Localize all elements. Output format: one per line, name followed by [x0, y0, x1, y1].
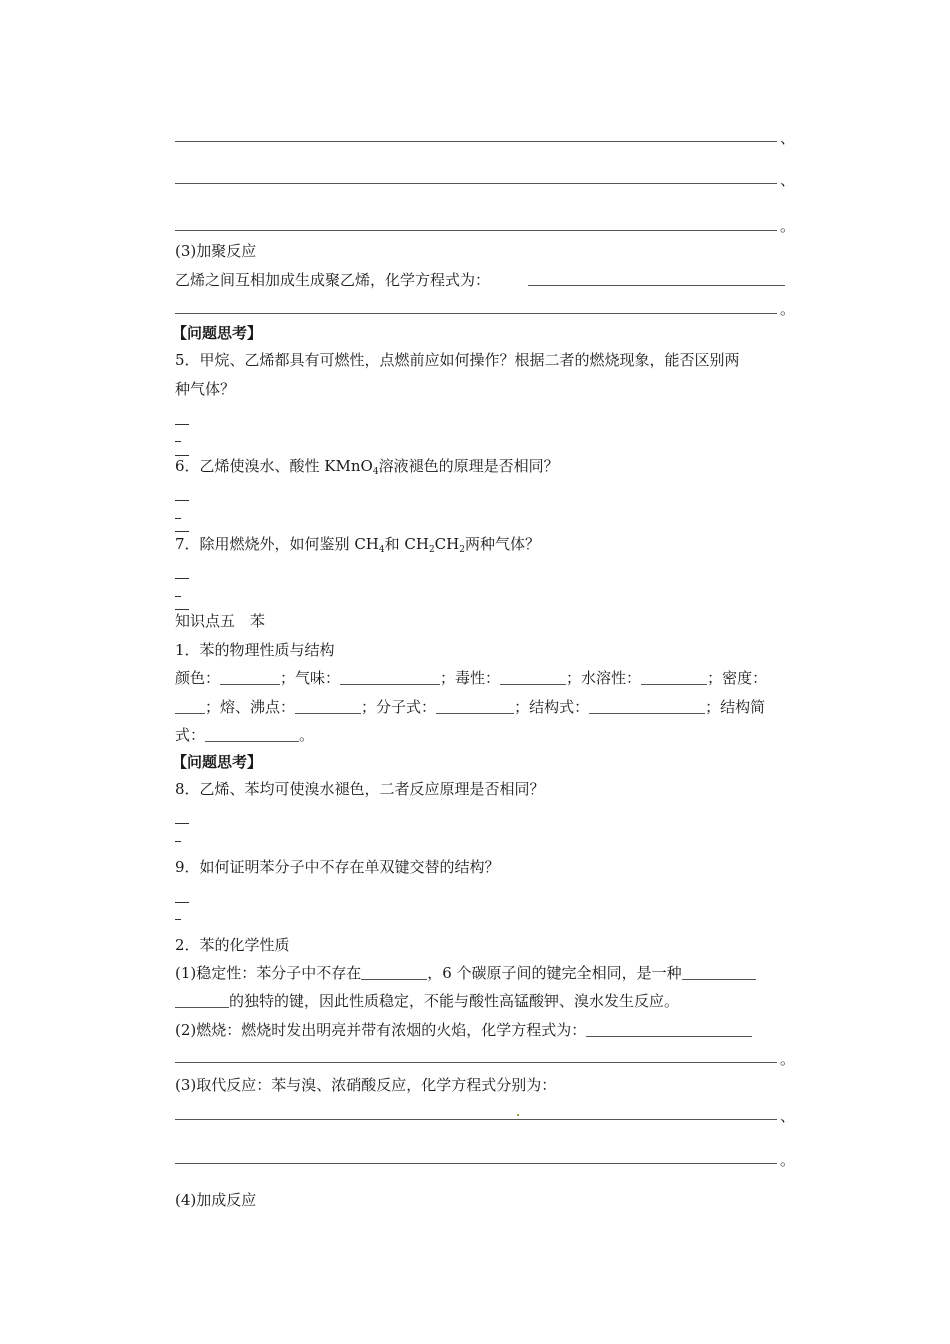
substitution-equation-line-1: [175, 1119, 777, 1120]
line-sep-comma-3: 、: [780, 1107, 796, 1125]
answer-line-2: [175, 183, 777, 184]
line-sep-period-4: 。: [780, 1151, 796, 1169]
physical-properties-heading: 1．苯的物理性质与结构: [175, 641, 335, 659]
answer-mark: [175, 841, 181, 842]
addition-reaction-heading: (4)加成反应: [175, 1191, 257, 1209]
answer-mark: [175, 424, 189, 425]
line-sep-period-2: 。: [780, 300, 796, 318]
polymer-equation-line-b: [175, 313, 777, 314]
stability-line-1: (1)稳定性：苯分子中不存在 ，6 个碳原子间的键完全相同，是一种: [175, 963, 756, 983]
line-sep-comma-1: 、: [780, 129, 796, 147]
combustion-equation-line: [175, 1062, 777, 1063]
question-heading: 【问题思考】: [172, 753, 263, 771]
answer-mark: [175, 902, 189, 903]
physical-properties-row-2: ；熔、沸点： ；分子式： ；结构式： ；结构简: [175, 697, 765, 717]
stray-dot: [517, 1114, 519, 1116]
substitution-equation-line-2: [175, 1163, 777, 1164]
section-title: 知识点五 苯: [175, 612, 266, 630]
question-heading: 【问题思考】: [172, 324, 263, 342]
answer-line-3: [175, 230, 777, 231]
stability-line-2: 的独特的键，因此性质稳定，不能与酸性高锰酸钾、溴水发生反应。: [175, 991, 679, 1011]
answer-mark: [175, 596, 181, 597]
answer-mark: [175, 441, 181, 442]
physical-properties-row-3: 式： 。: [175, 726, 315, 744]
answer-mark: [175, 919, 181, 920]
addition-polymerization-heading: (3)加聚反应: [175, 242, 257, 260]
line-sep-period-1: 。: [780, 217, 796, 235]
polymer-equation-line-a: [528, 285, 785, 286]
answer-mark: [175, 578, 189, 579]
physical-properties-row-1: 颜色： ；气味： ；毒性： ；水溶性： ；密度：: [175, 669, 768, 687]
chemical-properties-heading: 2．苯的化学性质: [175, 936, 290, 954]
line-sep-comma-2: 、: [780, 171, 796, 189]
addition-polymerization-text: 乙烯之间互相加成生成聚乙烯，化学方程式为：: [175, 271, 491, 289]
question-8: 8．乙烯、苯均可使溴水褪色，二者反应原理是否相同？: [175, 780, 545, 798]
combustion-line: (2)燃烧：燃烧时发出明亮并带有浓烟的火焰，化学方程式为：: [175, 1020, 752, 1040]
answer-line-1: [175, 141, 777, 142]
answer-mark: [175, 518, 181, 519]
question-7: 7．除用燃烧外，如何鉴别 $CH_4$和 $CH_2CH_2$两种气体？: [175, 535, 540, 555]
answer-mark: [175, 531, 189, 532]
question-5-line-2: 种气体？: [175, 380, 236, 398]
question-5-line-1: 5．甲烷、乙烯都具有可燃性，点燃前应如何操作？根据二者的燃烧现象，能否区别两: [175, 351, 740, 369]
substitution-line: (3)取代反应：苯与溴、浓硝酸反应，化学方程式分别为：: [175, 1076, 557, 1094]
answer-mark: [175, 609, 189, 610]
line-sep-period-3: 。: [780, 1050, 796, 1068]
question-6: 6．乙烯使溴水、酸性 KMnO$_4$溶液褪色的原理是否相同？: [175, 457, 559, 477]
answer-mark: [175, 500, 189, 501]
answer-mark: [175, 823, 189, 824]
question-9: 9．如何证明苯分子中不存在单双键交替的结构？: [175, 858, 500, 876]
